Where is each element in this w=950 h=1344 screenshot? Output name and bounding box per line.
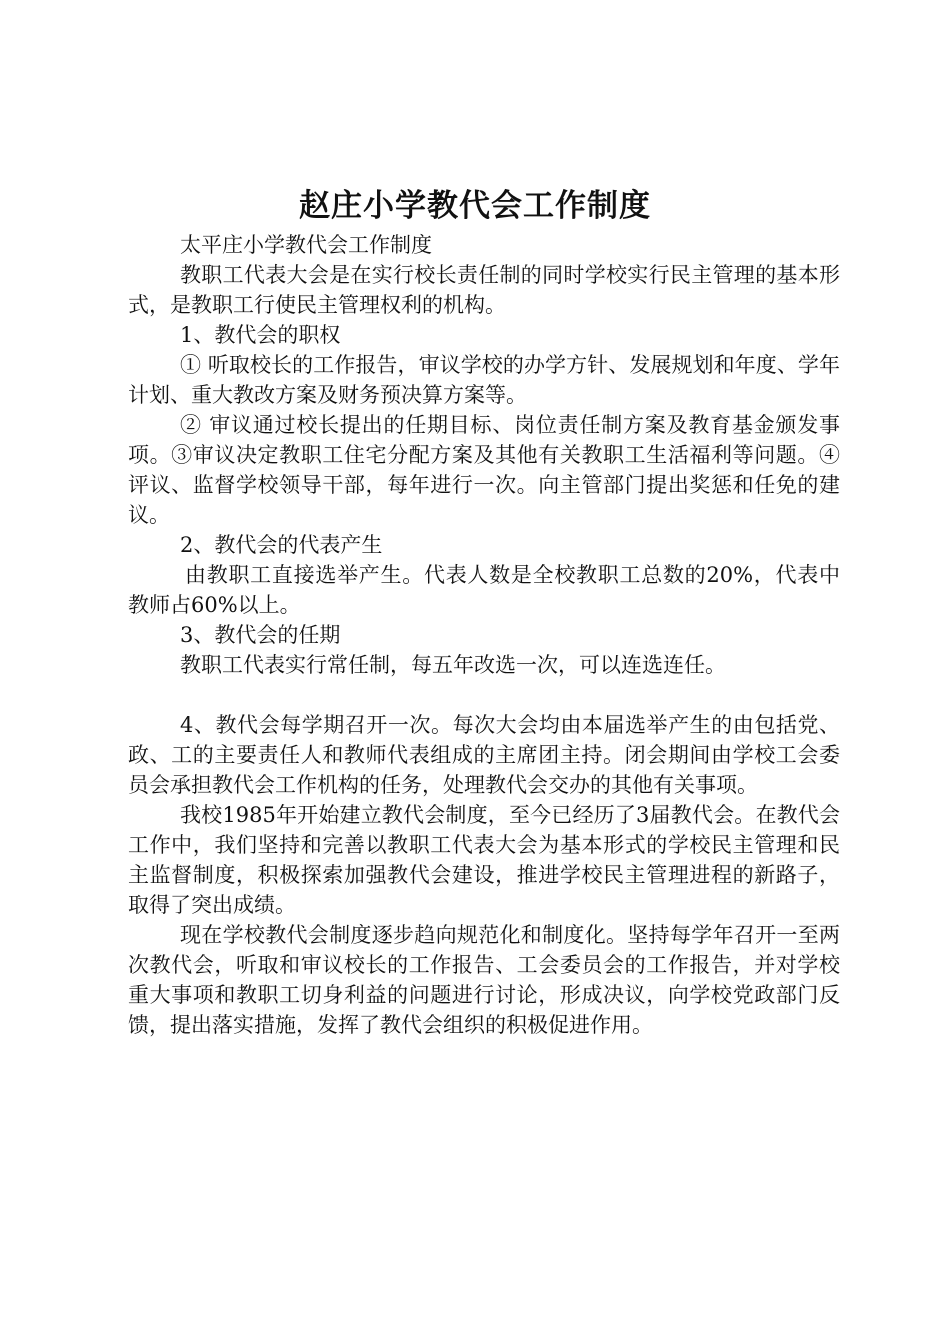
paragraph-section-4: 4、教代会每学期召开一次。每次大会均由本届选举产生的由包括党、政、工的主要责任人和教师代表组成的主席团主持。闭会期间由学校工会委员会承担教代会工作机构的任务，处理教代会交办的其他有关事项。 (128, 713, 840, 797)
blank-line (128, 680, 840, 710)
paragraph-representatives: 由教职工直接选举产生。代表人数是全校教职工总数的20%，代表中教师占60%以上。 (128, 563, 840, 617)
paragraph-intro: 教职工代表大会是在实行校长责任制的同时学校实行民主管理的基本形式，是教职工行使民主管理权利的机构。 (128, 263, 840, 317)
section-heading-3: 3、教代会的任期 (180, 623, 341, 647)
paragraph-current: 现在学校教代会制度逐步趋向规范化和制度化。坚持每学年召开一至两次教代会，听取和审议校长的工作报告、工会委员会的工作报告，并对学校重大事项和教职工切身利益的问题进行讨论，形成决议，向学校党政部门反馈，提出落实措施，发挥了教代会组织的积极促进作用。 (128, 923, 840, 1037)
document-body (128, 230, 840, 1040)
section-heading-1: 1、教代会的职权 (180, 323, 341, 347)
paragraph-item-2: ② 审议通过校长提出的任期目标、岗位责任制方案及教育基金颁发事项。③审议决定教职工住宅分配方案及其他有关教职工生活福利等问题。④评议、监督学校领导干部，每年进行一次。向主管部门提出奖惩和任免的建议。 (128, 413, 840, 527)
paragraph-item-1: ① 听取校长的工作报告，审议学校的办学方针、发展规划和年度、学年计划、重大教改方案及财务预决算方案等。 (128, 353, 840, 407)
paragraph-subtitle: 太平庄小学教代会工作制度 (180, 233, 432, 257)
section-heading-2: 2、教代会的代表产生 (180, 533, 383, 557)
document-title: 赵庄小学教代会工作制度 (299, 188, 651, 224)
paragraph-history: 我校1985年开始建立教代会制度，至今已经历了3届教代会。在教代会工作中，我们坚持和完善以教职工代表大会为基本形式的学校民主管理和民主监督制度，积极探索加强教代会建设，推进学校民主管理进程的新路子，取得了突出成绩。 (128, 803, 840, 917)
paragraph-term: 教职工代表实行常任制，每五年改选一次，可以连选连任。 (180, 653, 726, 677)
